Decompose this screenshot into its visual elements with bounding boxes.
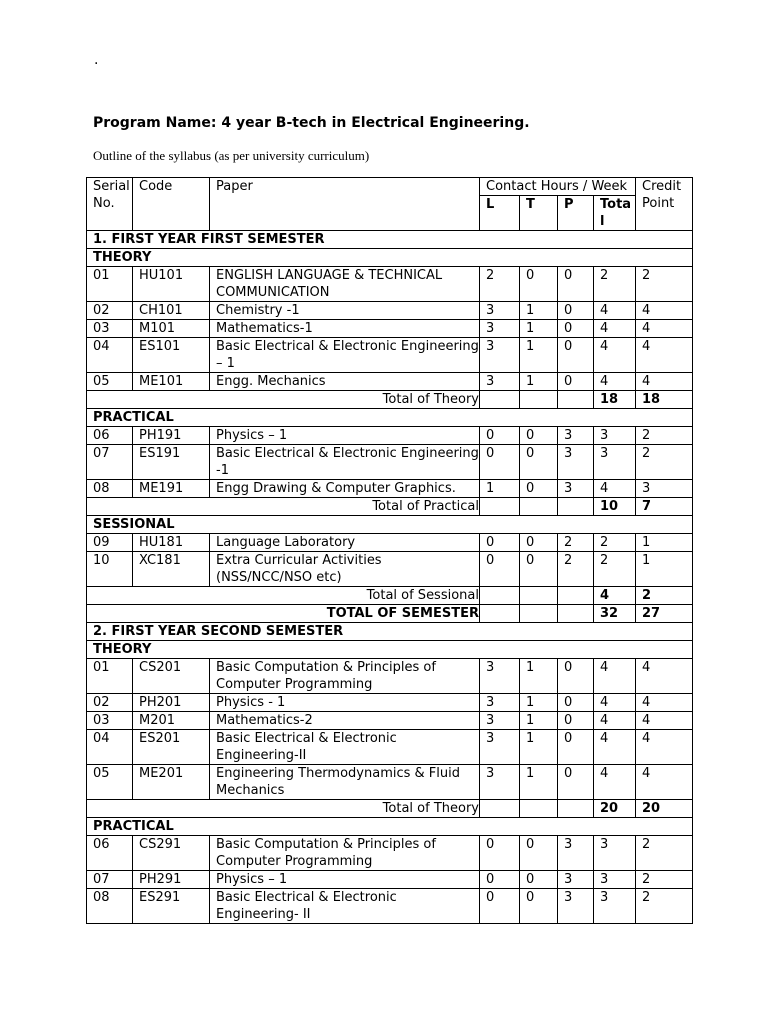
serial-cell: 06 (87, 427, 133, 445)
course-row (87, 765, 693, 800)
header-p: P (558, 196, 594, 231)
serial-cell: 05 (87, 765, 133, 800)
credit-cell: 4 (636, 730, 693, 765)
sem1-theory-total-credit: 18 (636, 391, 693, 409)
empty-cell (480, 391, 520, 409)
tutorial-cell: 0 (520, 534, 558, 552)
total-cell: 4 (594, 480, 636, 498)
practical-cell: 2 (558, 552, 594, 587)
credit-cell: 2 (636, 871, 693, 889)
serial-cell: 03 (87, 712, 133, 730)
code-cell: PH291 (133, 871, 210, 889)
code-cell: ES101 (133, 338, 210, 373)
sem1-practical-total-label: Total of Practical (87, 498, 480, 516)
sem1-sessional-label: SESSIONAL (87, 516, 693, 534)
semester-1-title: 1. FIRST YEAR FIRST SEMESTER (87, 231, 693, 249)
credit-cell: 2 (636, 427, 693, 445)
empty-cell (558, 605, 594, 623)
paper-cell: Mathematics-1 (210, 320, 480, 338)
lecture-cell: 3 (480, 302, 520, 320)
sem1-practical-label-row (87, 409, 693, 427)
practical-cell: 0 (558, 712, 594, 730)
empty-cell (520, 800, 558, 818)
code-cell: XC181 (133, 552, 210, 587)
credit-cell: 4 (636, 338, 693, 373)
sem1-sessional-total-label: Total of Sessional (87, 587, 480, 605)
credit-cell: 1 (636, 552, 693, 587)
sem1-theory-label-row (87, 249, 693, 267)
semester-1-title-row (87, 231, 693, 249)
header-t: T (520, 196, 558, 231)
practical-cell: 0 (558, 730, 594, 765)
tutorial-cell: 1 (520, 765, 558, 800)
paper-cell: Physics – 1 (210, 427, 480, 445)
paper-cell: Mathematics-2 (210, 712, 480, 730)
sem1-practical-total-credit: 7 (636, 498, 693, 516)
lecture-cell: 3 (480, 659, 520, 694)
empty-cell (520, 605, 558, 623)
lecture-cell: 3 (480, 765, 520, 800)
course-row (87, 836, 693, 871)
sem1-sessional-total-row (87, 587, 693, 605)
serial-cell: 02 (87, 302, 133, 320)
practical-cell: 3 (558, 427, 594, 445)
sem2-theory-label: THEORY (87, 641, 693, 659)
empty-cell (480, 800, 520, 818)
credit-cell: 1 (636, 534, 693, 552)
lecture-cell: 0 (480, 552, 520, 587)
code-cell: PH201 (133, 694, 210, 712)
paper-cell: Basic Electrical & Electronic Engineering- II (210, 889, 480, 924)
serial-cell: 01 (87, 267, 133, 302)
tutorial-cell: 1 (520, 338, 558, 373)
sem1-sessional-total-total: 4 (594, 587, 636, 605)
tutorial-cell: 0 (520, 480, 558, 498)
code-cell: ES291 (133, 889, 210, 924)
sem1-semester-total-row (87, 605, 693, 623)
total-cell: 4 (594, 302, 636, 320)
practical-cell: 0 (558, 373, 594, 391)
practical-cell: 3 (558, 889, 594, 924)
lecture-cell: 0 (480, 871, 520, 889)
practical-cell: 3 (558, 445, 594, 480)
code-cell: CS201 (133, 659, 210, 694)
total-cell: 4 (594, 659, 636, 694)
sem2-theory-total-total: 20 (594, 800, 636, 818)
serial-cell: 02 (87, 694, 133, 712)
practical-cell: 3 (558, 836, 594, 871)
header-l: L (480, 196, 520, 231)
paper-cell: Engg Drawing & Computer Graphics. (210, 480, 480, 498)
code-cell: CS291 (133, 836, 210, 871)
practical-cell: 3 (558, 480, 594, 498)
credit-cell: 4 (636, 320, 693, 338)
practical-cell: 0 (558, 694, 594, 712)
course-row (87, 659, 693, 694)
paper-cell: Physics - 1 (210, 694, 480, 712)
total-cell: 4 (594, 712, 636, 730)
paper-cell: Language Laboratory (210, 534, 480, 552)
sem1-theory-label: THEORY (87, 249, 693, 267)
lecture-cell: 3 (480, 338, 520, 373)
serial-cell: 09 (87, 534, 133, 552)
serial-cell: 04 (87, 338, 133, 373)
tutorial-cell: 0 (520, 267, 558, 302)
sem1-theory-total-total: 18 (594, 391, 636, 409)
credit-cell: 4 (636, 765, 693, 800)
semester-2-title-row (87, 623, 693, 641)
code-cell: HU181 (133, 534, 210, 552)
program-title: Program Name: 4 year B-tech in Electrical Engineering. (93, 115, 530, 131)
total-cell: 4 (594, 320, 636, 338)
sem2-theory-total-label: Total of Theory (87, 800, 480, 818)
course-row (87, 730, 693, 765)
course-row (87, 338, 693, 373)
stray-dot: . (94, 52, 99, 68)
total-cell: 3 (594, 427, 636, 445)
paper-cell: Basic Electrical & Electronic Engineering-II (210, 730, 480, 765)
tutorial-cell: 1 (520, 302, 558, 320)
sem1-practical-total-total: 10 (594, 498, 636, 516)
header-contact-hours: Contact Hours / Week (480, 178, 636, 196)
credit-cell: 4 (636, 659, 693, 694)
header-paper: Paper (210, 178, 480, 231)
paper-cell: Extra Curricular Activities (NSS/NCC/NSO etc) (210, 552, 480, 587)
course-row (87, 427, 693, 445)
sem2-theory-total-row (87, 800, 693, 818)
tutorial-cell: 0 (520, 427, 558, 445)
sem1-semester-total-label: TOTAL OF SEMESTER (87, 605, 480, 623)
practical-cell: 2 (558, 534, 594, 552)
sem2-theory-total-credit: 20 (636, 800, 693, 818)
lecture-cell: 1 (480, 480, 520, 498)
course-row (87, 445, 693, 480)
header-code: Code (133, 178, 210, 231)
syllabus-outline-caption: Outline of the syllabus (as per university curriculum) (93, 148, 370, 163)
paper-cell: Chemistry -1 (210, 302, 480, 320)
serial-cell: 07 (87, 871, 133, 889)
code-cell: ME201 (133, 765, 210, 800)
sem1-semester-total-credit: 27 (636, 605, 693, 623)
credit-cell: 2 (636, 267, 693, 302)
total-cell: 4 (594, 730, 636, 765)
serial-cell: 08 (87, 480, 133, 498)
empty-cell (480, 605, 520, 623)
practical-cell: 0 (558, 765, 594, 800)
serial-cell: 03 (87, 320, 133, 338)
tutorial-cell: 0 (520, 871, 558, 889)
tutorial-cell: 1 (520, 730, 558, 765)
paper-cell: Engg. Mechanics (210, 373, 480, 391)
sem2-practical-label: PRACTICAL (87, 818, 693, 836)
tutorial-cell: 0 (520, 552, 558, 587)
tutorial-cell: 0 (520, 836, 558, 871)
credit-cell: 3 (636, 480, 693, 498)
tutorial-cell: 1 (520, 659, 558, 694)
total-cell: 3 (594, 889, 636, 924)
course-row (87, 552, 693, 587)
practical-cell: 0 (558, 320, 594, 338)
serial-cell: 08 (87, 889, 133, 924)
course-row (87, 694, 693, 712)
empty-cell (558, 587, 594, 605)
course-row (87, 534, 693, 552)
lecture-cell: 0 (480, 836, 520, 871)
header-total: Total (594, 196, 636, 231)
total-cell: 2 (594, 534, 636, 552)
course-row (87, 480, 693, 498)
total-cell: 2 (594, 552, 636, 587)
empty-cell (558, 800, 594, 818)
code-cell: ES191 (133, 445, 210, 480)
serial-cell: 06 (87, 836, 133, 871)
credit-cell: 4 (636, 373, 693, 391)
code-cell: ES201 (133, 730, 210, 765)
sem1-theory-total-row (87, 391, 693, 409)
sem1-theory-total-label: Total of Theory (87, 391, 480, 409)
credit-cell: 2 (636, 836, 693, 871)
lecture-cell: 3 (480, 730, 520, 765)
semester-2-title: 2. FIRST YEAR SECOND SEMESTER (87, 623, 693, 641)
empty-cell (520, 391, 558, 409)
sem2-practical-label-row (87, 818, 693, 836)
paper-cell: Basic Electrical & Electronic Engineering -1 (210, 445, 480, 480)
code-cell: M101 (133, 320, 210, 338)
total-cell: 4 (594, 373, 636, 391)
credit-cell: 2 (636, 445, 693, 480)
serial-cell: 05 (87, 373, 133, 391)
credit-cell: 2 (636, 889, 693, 924)
total-cell: 3 (594, 836, 636, 871)
header-row (87, 178, 693, 196)
course-row (87, 712, 693, 730)
serial-cell: 07 (87, 445, 133, 480)
lecture-cell: 3 (480, 694, 520, 712)
credit-cell: 4 (636, 712, 693, 730)
course-row (87, 373, 693, 391)
sem1-sessional-label-row (87, 516, 693, 534)
total-cell: 4 (594, 765, 636, 800)
total-cell: 4 (594, 338, 636, 373)
lecture-cell: 2 (480, 267, 520, 302)
sem1-practical-label: PRACTICAL (87, 409, 693, 427)
paper-cell: Physics – 1 (210, 871, 480, 889)
code-cell: ME101 (133, 373, 210, 391)
practical-cell: 3 (558, 871, 594, 889)
header-serial: Serial No. (87, 178, 133, 231)
total-cell: 2 (594, 267, 636, 302)
lecture-cell: 3 (480, 373, 520, 391)
practical-cell: 0 (558, 302, 594, 320)
sem1-sessional-total-credit: 2 (636, 587, 693, 605)
code-cell: M201 (133, 712, 210, 730)
empty-cell (520, 587, 558, 605)
tutorial-cell: 1 (520, 320, 558, 338)
tutorial-cell: 1 (520, 712, 558, 730)
course-row (87, 871, 693, 889)
tutorial-cell: 0 (520, 445, 558, 480)
course-row (87, 320, 693, 338)
lecture-cell: 3 (480, 320, 520, 338)
lecture-cell: 3 (480, 712, 520, 730)
total-cell: 3 (594, 445, 636, 480)
tutorial-cell: 0 (520, 889, 558, 924)
credit-cell: 4 (636, 694, 693, 712)
tutorial-cell: 1 (520, 373, 558, 391)
paper-cell: Basic Computation & Principles of Computer Programming (210, 659, 480, 694)
total-cell: 4 (594, 694, 636, 712)
sem2-theory-label-row (87, 641, 693, 659)
practical-cell: 0 (558, 338, 594, 373)
header-credit-point: Credit Point (636, 178, 693, 231)
lecture-cell: 0 (480, 534, 520, 552)
sem1-practical-total-row (87, 498, 693, 516)
paper-cell: Basic Computation & Principles of Computer Programming (210, 836, 480, 871)
lecture-cell: 0 (480, 445, 520, 480)
empty-cell (480, 587, 520, 605)
total-cell: 3 (594, 871, 636, 889)
sem1-semester-total-total: 32 (594, 605, 636, 623)
serial-cell: 01 (87, 659, 133, 694)
code-cell: ME191 (133, 480, 210, 498)
code-cell: PH191 (133, 427, 210, 445)
practical-cell: 0 (558, 267, 594, 302)
paper-cell: Basic Electrical & Electronic Engineering – 1 (210, 338, 480, 373)
paper-cell: Engineering Thermodynamics & Fluid Mechanics (210, 765, 480, 800)
lecture-cell: 0 (480, 889, 520, 924)
serial-cell: 04 (87, 730, 133, 765)
empty-cell (558, 498, 594, 516)
serial-cell: 10 (87, 552, 133, 587)
empty-cell (558, 391, 594, 409)
tutorial-cell: 1 (520, 694, 558, 712)
course-row (87, 889, 693, 924)
syllabus-table (86, 177, 693, 924)
practical-cell: 0 (558, 659, 594, 694)
code-cell: CH101 (133, 302, 210, 320)
lecture-cell: 0 (480, 427, 520, 445)
empty-cell (520, 498, 558, 516)
course-row (87, 302, 693, 320)
credit-cell: 4 (636, 302, 693, 320)
code-cell: HU101 (133, 267, 210, 302)
paper-cell: ENGLISH LANGUAGE & TECHNICAL COMMUNICATION (210, 267, 480, 302)
empty-cell (480, 498, 520, 516)
course-row (87, 267, 693, 302)
